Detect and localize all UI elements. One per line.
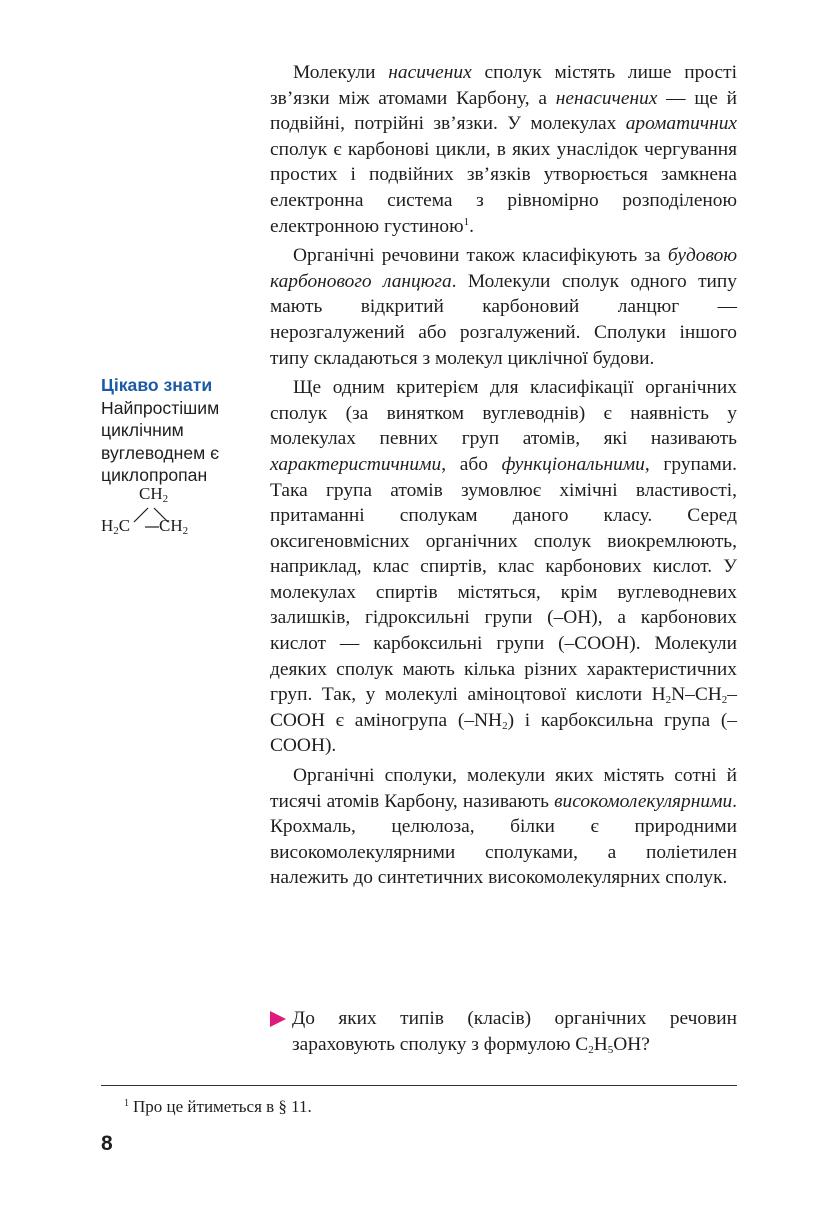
- subscript: 2: [502, 719, 508, 732]
- formula-text: CH: [159, 516, 183, 535]
- footnote: [124, 1097, 312, 1117]
- term-functional: функціональними: [501, 453, 645, 475]
- text-run: Органічні речовини також класифікують за: [293, 245, 668, 267]
- cyclopropane-formula: [101, 484, 251, 544]
- text-run: –COOH є аміногрупа (–NH: [270, 684, 737, 731]
- formula-right-group: [159, 516, 188, 536]
- formula-text: CH: [139, 484, 163, 503]
- question-block: [270, 1006, 737, 1057]
- text-run: сполук є карбонові цикли, в яких унаслідок чергування простих і подвійних зв’язків утворюється замкнена електронна система з рівномірно розподіленою електронною густиною: [270, 138, 737, 237]
- text-run: Молекули: [293, 62, 389, 83]
- text-run: N–CH: [671, 684, 722, 706]
- formula-text: H: [101, 516, 114, 535]
- formula-text: C: [118, 516, 131, 535]
- formula-left-group: [101, 516, 130, 536]
- formula-top-group: [139, 484, 168, 504]
- text-run: . Крохмаль, целюлоза, білки є природними високомолекулярними сполуками, а поліетилен належить до синтетичних високомолекулярних сполук.: [270, 790, 737, 889]
- text-run: сполук містять лише прості зв’язки між атомами Карбону, а: [270, 62, 737, 109]
- text-run: OH?: [613, 1033, 650, 1055]
- term-high-molecular: високомолекулярними: [554, 790, 733, 812]
- sidebar-note: [101, 374, 251, 487]
- subscript: 2: [182, 525, 189, 537]
- footnote-divider: [101, 1085, 737, 1086]
- text-run: Ще одним критерієм для класифікації органічних сполук (за винятком вуглеводнів) є наявність у молекулах певних груп атомів, які називають: [270, 377, 737, 450]
- question-text: [292, 1006, 737, 1057]
- text-run: , групами. Така група атомів зумовлює хімічні властивості, притаманні сполукам даного класу. Серед оксигеновмісних органічних сполук виокремлюють, наприклад, клас спиртів, клас карбонових кислот. У молекулах спиртів містяться, крім вуглеводневих залишків, гідроксильні групи (–OH), а карбонових кислот — карбоксильні групи (–COOH). Молекули деяких сполук мають кілька різних характеристичних груп. Так, у молекулі аміноцтової кислоти H: [270, 453, 737, 706]
- subscript: 2: [113, 525, 119, 537]
- term-aromatic: ароматичних: [625, 113, 737, 135]
- term-unsaturated: ненасичених: [555, 87, 658, 109]
- text-run: . Молекули сполук одного типу мають відкритий карбоновий ланцюг — нерозгалужений або розгалужений. Сполуки іншого типу складаються з молекул циклічної будови.: [270, 270, 737, 369]
- main-text: [270, 60, 737, 895]
- text-run: До яких типів (класів) органічних речовин зараховують сполуку з формулою C: [292, 1008, 737, 1055]
- paragraph-4: [270, 763, 737, 891]
- text-run: , або: [441, 453, 502, 475]
- subscript: 2: [665, 694, 672, 707]
- sidebar-title: Цікаво знати: [101, 375, 213, 395]
- triangle-arrow-icon: [270, 1011, 286, 1027]
- footnote-ref[interactable]: 1: [463, 215, 470, 228]
- paragraph-3: [270, 375, 737, 759]
- page-number: 8: [101, 1132, 113, 1155]
- text-run: ) і карбоксильна група (–COOH).: [270, 709, 737, 757]
- term-chain-structure: будовою карбонового ланцюга: [270, 245, 737, 292]
- text-run: .: [469, 215, 474, 237]
- footnote-text: Про це йтиметься в § 11.: [133, 1097, 312, 1116]
- sidebar-text: Найпростішим циклічним вуглеводнем є циклопропан: [101, 397, 220, 486]
- text-run: — ще й подвійні, потрійні зв’язки. У молекулах: [270, 87, 738, 135]
- term-saturated: насичених: [388, 62, 472, 83]
- term-characteristic: характеристичними: [270, 453, 442, 475]
- text-run: H: [593, 1033, 608, 1055]
- paragraph-2: [270, 243, 737, 371]
- footnote-mark: 1: [124, 1098, 129, 1109]
- text-run: Органічні сполуки, молекули яких містять сотні й тисячі атомів Карбону, називають: [270, 765, 737, 812]
- paragraph-1: [270, 60, 737, 239]
- subscript: 2: [588, 1043, 594, 1056]
- subscript: 2: [162, 493, 169, 505]
- subscript: 5: [607, 1043, 614, 1056]
- subscript: 2: [721, 694, 728, 707]
